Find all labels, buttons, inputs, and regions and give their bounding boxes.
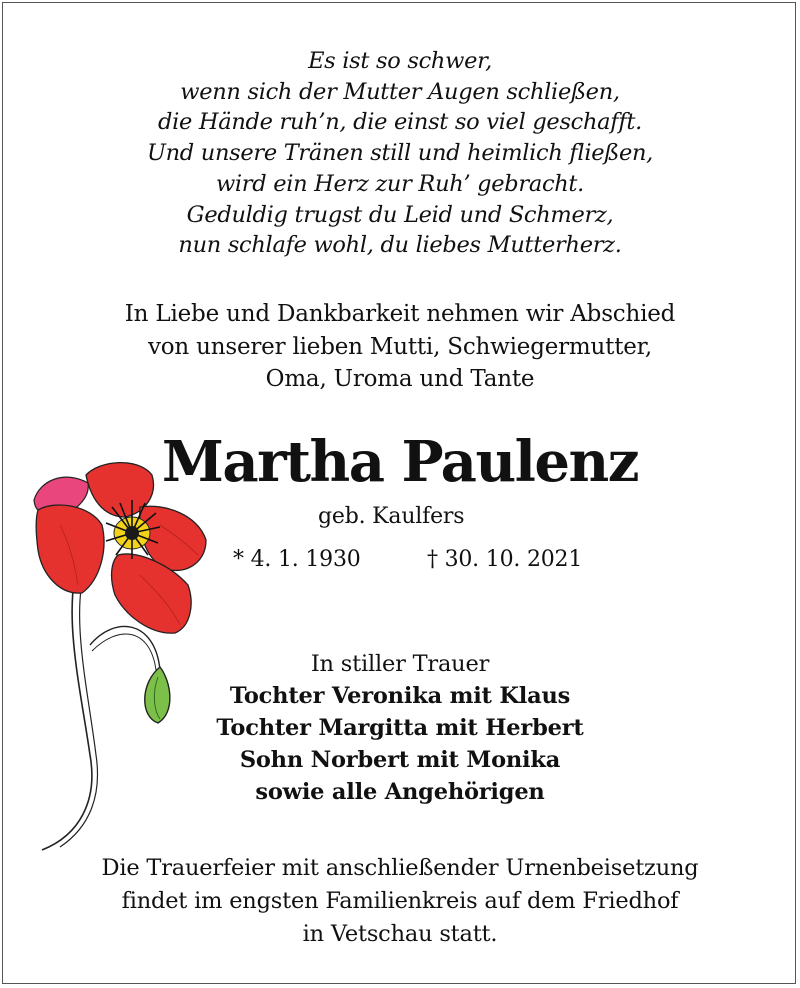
death-date: † 30. 10. 2021 [427, 547, 583, 572]
birth-date: * 4. 1. 1930 [233, 547, 361, 572]
mourner-entry: Tochter Margitta mit Herbert [216, 715, 584, 741]
maiden-name: geb. Kaulfers [318, 504, 465, 529]
deceased-name: Martha Paulenz [161, 429, 639, 495]
poem [0, 46, 800, 261]
ceremony-line: Die Trauerfeier mit anschließender Urnenbeisetzung [101, 855, 699, 881]
mourners-lead: In stiller Trauer [310, 651, 490, 677]
poem-line: nun schlafe wohl, du liebes Mutterherz. [178, 232, 622, 259]
ceremony-line: findet im engsten Familienkreis auf dem Friedhof [121, 888, 679, 914]
farewell-intro [0, 298, 800, 396]
mourner-entry: sowie alle Angehörigen [255, 779, 545, 805]
poem-line: Geduldig trugst du Leid und Schmerz, [186, 201, 614, 228]
ceremony-line: in Vetschau statt. [302, 921, 498, 947]
poem-line: die Hände ruh’n, die einst so viel geschafft. [158, 109, 642, 136]
intro-line: von unserer lieben Mutti, Schwiegermutter, [147, 333, 653, 360]
intro-line: Oma, Uroma und Tante [265, 366, 535, 392]
ceremony-info [0, 852, 800, 951]
mourner-entry: Sohn Norbert mit Monika [239, 747, 561, 773]
mourners-block [0, 648, 800, 808]
poem-line: Es ist so schwer, [308, 48, 492, 74]
poem-line: Und unsere Tränen still und heimlich fließen, [146, 140, 654, 167]
poem-line: wenn sich der Mutter Augen schließen, [180, 78, 620, 105]
poem-line: wird ein Herz zur Ruh’ gebracht. [215, 170, 585, 197]
mourner-entry: Tochter Veronika mit Klaus [229, 683, 571, 709]
intro-line: In Liebe und Dankbarkeit nehmen wir Abschied [124, 301, 676, 327]
